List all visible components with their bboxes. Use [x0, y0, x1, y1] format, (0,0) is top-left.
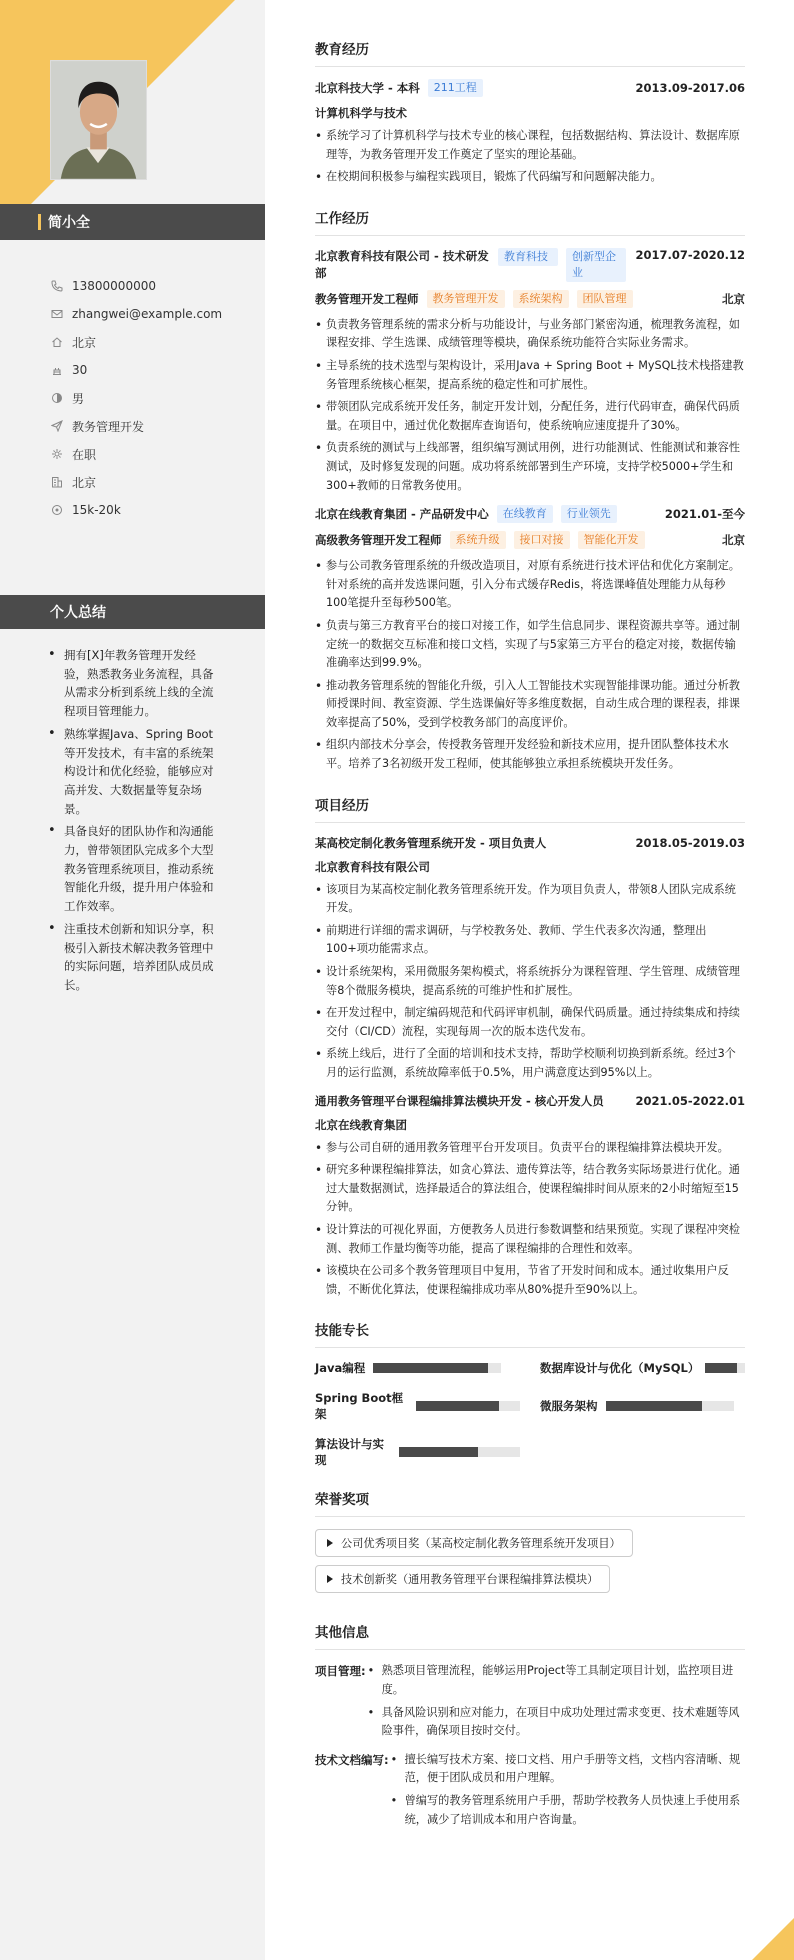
gender-icon	[50, 391, 64, 405]
info-city	[50, 328, 260, 356]
section-title: 荣誉奖项	[315, 1488, 745, 1517]
skills-section	[315, 1319, 745, 1468]
list-item: • 前期进行详细的需求调研，与学校教务处、教师、学生代表多次沟通，整理出100+项功能需求点。	[315, 922, 745, 959]
building-icon	[50, 475, 64, 489]
info-age	[50, 356, 260, 384]
job-bullets	[315, 316, 745, 495]
company-tag: 行业领先	[561, 505, 617, 523]
skills-grid	[315, 1360, 745, 1468]
section-title: 工作经历	[315, 207, 745, 236]
avatar	[50, 60, 147, 180]
sidebar	[0, 0, 265, 1960]
list-item: • 设计算法的可视化界面，方便教务人员进行参数调整和结果预览。实现了课程冲突检测、教师工作量均衡等功能，提高了课程编排的合理性和效率。	[315, 1221, 745, 1258]
role-tag: 智能化开发	[578, 531, 645, 549]
list-item: • 主导系统的技术选型与架构设计，采用Java + Spring Boot + MySQL技术栈搭建教务管理系统核心框架，提高系统的稳定性和可扩展性。	[315, 357, 745, 394]
job-city: 北京	[722, 533, 745, 548]
other-list	[389, 1751, 745, 1833]
work-section	[315, 207, 745, 774]
role-title: 教务管理开发工程师	[315, 291, 419, 306]
list-item: • 负责教务管理系统的需求分析与功能设计，与业务部门紧密沟通，梳理教务流程，如课程安排、学生选课、成绩管理等模块，确保系统功能符合实际业务需求。	[315, 316, 745, 353]
skill-bar	[373, 1363, 501, 1373]
list-item: • 曾编写的教务管理系统用户手册，帮助学校教务人员快速上手使用系统，减少了培训成本和用户咨询量。	[389, 1792, 745, 1829]
project-bullets	[315, 1139, 745, 1300]
skill-fill	[399, 1447, 478, 1457]
list-item: • 擅长编写技术方案、接口文档、用户手册等文档，文档内容清晰、规范，便于团队成员和用户理解。	[389, 1751, 745, 1788]
avatar-photo-icon	[51, 61, 146, 179]
education-bullets	[315, 127, 745, 187]
summary-title: 个人总结	[50, 605, 106, 621]
contact-info-list	[50, 272, 260, 524]
summary-item: • 熟练掌握Java、Spring Boot等开发技术，有丰富的系统架构设计和优化经验，能够应对高并发、大数据量等复杂场景。	[48, 725, 216, 819]
list-item: • 研究多种课程编排算法，如贪心算法、遗传算法等，结合教务实际场景进行优化。通过大量数据测试，选择最适合的算法组合，使课程编排时间从原来的2小时缩短至15分钟。	[315, 1161, 745, 1217]
expand-triangle-icon	[327, 1575, 333, 1583]
status-icon	[50, 447, 64, 461]
list-item: • 带领团队完成系统开发任务，制定开发计划，分配任务，进行代码审查，确保代码质量。在项目中，通过优化数据库查询语句，使系统响应速度提升了30%。	[315, 398, 745, 435]
list-item: • 该项目为某高校定制化教务管理系统开发。作为项目负责人，带领8人团队完成系统开发。	[315, 881, 745, 918]
skill-item	[315, 1360, 520, 1376]
award-list	[315, 1529, 745, 1601]
list-item: • 负责系统的测试与上线部署，组织编写测试用例，进行功能测试、性能测试和兼容性测试，及时修复发现的问题。成功将系统部署到生产环境，支持学校5000+学生和300+教师的日常教务使用。	[315, 439, 745, 495]
skill-item	[540, 1360, 745, 1376]
role-row	[315, 531, 745, 549]
award-item[interactable]	[315, 1529, 633, 1557]
mail-icon	[50, 307, 64, 321]
skill-item	[315, 1436, 520, 1468]
list-item: • 在开发过程中，制定编码规范和代码评审机制，确保代码质量。通过持续集成和持续交付（CI/CD）流程，实现每周一次的版本迭代发布。	[315, 1004, 745, 1041]
skill-name: Java编程	[315, 1361, 366, 1376]
skill-bar	[705, 1363, 745, 1373]
info-text: zhangwei@example.com	[72, 307, 223, 321]
major: 计算机科学与技术	[315, 106, 407, 120]
role-row	[315, 290, 745, 308]
role-title: 高级教务管理开发工程师	[315, 533, 442, 548]
list-item: • 系统上线后，进行了全面的培训和技术支持，帮助学校顺利切换到新系统。经过3个月的运行监测，系统故障率低于0.5%，用户满意度达到95%以上。	[315, 1045, 745, 1082]
list-item: • 设计系统架构，采用微服务架构模式，将系统拆分为课程管理、学生管理、成绩管理等8个微服务模块，提高系统的可维护性和扩展性。	[315, 963, 745, 1000]
info-text: 北京	[72, 335, 97, 350]
project-name: 某高校定制化教务管理系统开发 - 项目负责人	[315, 835, 547, 850]
info-text: 在职	[72, 447, 97, 462]
info-text: 13800000000	[72, 279, 156, 293]
project-name: 通用教务管理平台课程编排算法模块开发 - 核心开发人员	[315, 1093, 604, 1108]
summary-item: • 拥有[X]年教务管理开发经验，熟悉教务业务流程，具备从需求分析到系统上线的全流程项目管理能力。	[48, 646, 216, 721]
award-item[interactable]	[315, 1565, 610, 1593]
skill-bar	[416, 1401, 520, 1411]
job-header	[315, 505, 745, 523]
skill-fill	[705, 1363, 737, 1373]
job-city: 北京	[722, 291, 745, 306]
summary-item: • 注重技术创新和知识分享，积极引入新技术解决教务管理中的实际问题，培养团队成员成长。	[48, 920, 216, 995]
list-item: • 该模块在公司多个教务管理项目中复用，节省了开发时间和成本。通过收集用户反馈，不断优化算法，使课程编排成功率从80%提升至90%以上。	[315, 1262, 745, 1299]
projects-section	[315, 794, 745, 1300]
company-name: 北京教育科技有限公司 - 技术研发部	[315, 248, 489, 280]
role-tag: 团队管理	[577, 290, 633, 308]
info-status	[50, 440, 260, 468]
info-email	[50, 300, 260, 328]
skill-name: 算法设计与实现	[315, 1437, 384, 1468]
other-label: 技术文档编写:	[315, 1752, 389, 1767]
info-work-city	[50, 468, 260, 496]
skill-bar	[606, 1401, 734, 1411]
section-title: 项目经历	[315, 794, 745, 823]
info-text: 15k-20k	[72, 503, 121, 517]
list-item: • 在校期间积极参与编程实践项目，锻炼了代码编写和问题解决能力。	[315, 168, 745, 187]
award-text: 技术创新奖（通用教务管理平台课程编排算法模块）	[341, 1573, 599, 1587]
list-item: • 具备风险识别和应对能力，在项目中成功处理过需求变更、技术难题等风险事件，确保项目按时交付。	[366, 1704, 745, 1741]
major-row	[315, 105, 745, 121]
salary-icon	[50, 503, 64, 517]
info-gender	[50, 384, 260, 412]
skill-fill	[416, 1401, 499, 1411]
main-content	[315, 38, 745, 1853]
list-item: • 熟悉项目管理流程，能够运用Project等工具制定项目计划，监控项目进度。	[366, 1662, 745, 1699]
role-tag: 教务管理开发	[427, 290, 505, 308]
section-title: 其他信息	[315, 1621, 745, 1650]
skill-fill	[606, 1401, 702, 1411]
job-bullets	[315, 557, 745, 774]
education-section	[315, 38, 745, 187]
company-tag: 创新型企业	[566, 248, 626, 282]
education-date: 2013.09-2017.06	[635, 81, 745, 95]
job-date: 2017.07-2020.12	[635, 247, 745, 262]
project-header	[315, 835, 745, 851]
info-phone	[50, 272, 260, 300]
skill-item	[315, 1390, 520, 1422]
other-list	[366, 1662, 745, 1744]
info-salary	[50, 496, 260, 524]
skill-fill	[373, 1363, 488, 1373]
company-tag: 教育科技	[498, 248, 558, 266]
school-tag: 211工程	[428, 79, 483, 97]
project-date: 2021.05-2022.01	[635, 1093, 745, 1108]
summary-item: • 具备良好的团队协作和沟通能力，曾带领团队完成多个大型教务管理系统项目，推动系统智能化升级，提升用户体验和工作效率。	[48, 822, 216, 916]
company-tag: 在线教育	[497, 505, 553, 523]
other-group	[315, 1751, 745, 1833]
person-name: 简小全	[48, 215, 90, 231]
info-text: 北京	[72, 475, 97, 490]
skill-name: Spring Boot框架	[315, 1391, 404, 1422]
school-name: 北京科技大学 - 本科	[315, 81, 420, 95]
home-icon	[50, 335, 64, 349]
info-text: 男	[72, 391, 85, 406]
list-item: • 参与公司自研的通用教务管理平台开发项目。负责平台的课程编排算法模块开发。	[315, 1139, 745, 1158]
skill-name: 数据库设计与优化（MySQL）	[540, 1361, 700, 1376]
age-icon	[50, 363, 64, 377]
project-org: 北京在线教育集团	[315, 1117, 407, 1132]
other-section	[315, 1621, 745, 1833]
role-tag: 接口对接	[514, 531, 570, 549]
role-tag: 系统升级	[450, 531, 506, 549]
job-date: 2021.01-至今	[664, 507, 745, 522]
expand-triangle-icon	[327, 1539, 333, 1547]
skill-item	[540, 1390, 745, 1422]
project-org-row	[315, 859, 745, 875]
info-text: 教务管理开发	[72, 419, 145, 434]
awards-section	[315, 1488, 745, 1601]
name-header	[0, 204, 265, 240]
project-bullets	[315, 881, 745, 1083]
corner-decoration	[752, 1918, 794, 1960]
list-item: • 负责与第三方教育平台的接口对接工作，如学生信息同步、课程资源共享等。通过制定统一的数据交互标准和接口文档，实现了与5家第三方平台的稳定对接，数据传输准确率达到99.9%。	[315, 617, 745, 673]
project-date: 2018.05-2019.03	[635, 835, 745, 850]
section-title: 技能专长	[315, 1319, 745, 1348]
summary-list	[48, 646, 216, 999]
send-icon	[50, 419, 64, 433]
list-item: • 组织内部技术分享会，传授教务管理开发经验和新技术应用，提升团队整体技术水平。培养了3名初级开发工程师，使其能够独立承担系统模块开发任务。	[315, 736, 745, 773]
skill-bar	[399, 1447, 520, 1457]
list-item: • 参与公司教务管理系统的升级改造项目，对原有系统进行技术评估和优化方案制定。针对系统的高并发选课问题，引入分布式缓存Redis，将选课峰值处理能力从每秒100笔提升至每秒500笔。	[315, 557, 745, 613]
project-org: 北京教育科技有限公司	[315, 859, 430, 874]
company-name: 北京在线教育集团 - 产品研发中心	[315, 507, 489, 522]
project-org-row	[315, 1117, 745, 1133]
other-label: 项目管理:	[315, 1664, 366, 1679]
award-text: 公司优秀项目奖（某高校定制化教务管理系统开发项目）	[341, 1537, 621, 1551]
other-group	[315, 1662, 745, 1744]
education-header	[315, 79, 745, 97]
section-title: 教育经历	[315, 38, 745, 67]
info-position	[50, 412, 260, 440]
project-header	[315, 1093, 745, 1109]
summary-header	[0, 595, 265, 629]
list-item: • 推动教务管理系统的智能化升级，引入人工智能技术实现智能排课功能。通过分析教师授课时间、教室资源、学生选课偏好等多维度数据，自动生成合理的课程表，排课效率提高了50%，受到学校教务部门的高度评价。	[315, 677, 745, 733]
list-item: • 系统学习了计算机科学与技术专业的核心课程，包括数据结构、算法设计、数据库原理等，为教务管理开发工作奠定了坚实的理论基础。	[315, 127, 745, 164]
role-tag: 系统架构	[513, 290, 569, 308]
job-header	[315, 248, 745, 282]
info-text: 30	[72, 363, 88, 377]
phone-icon	[50, 279, 64, 293]
skill-name: 微服务架构	[540, 1399, 598, 1414]
